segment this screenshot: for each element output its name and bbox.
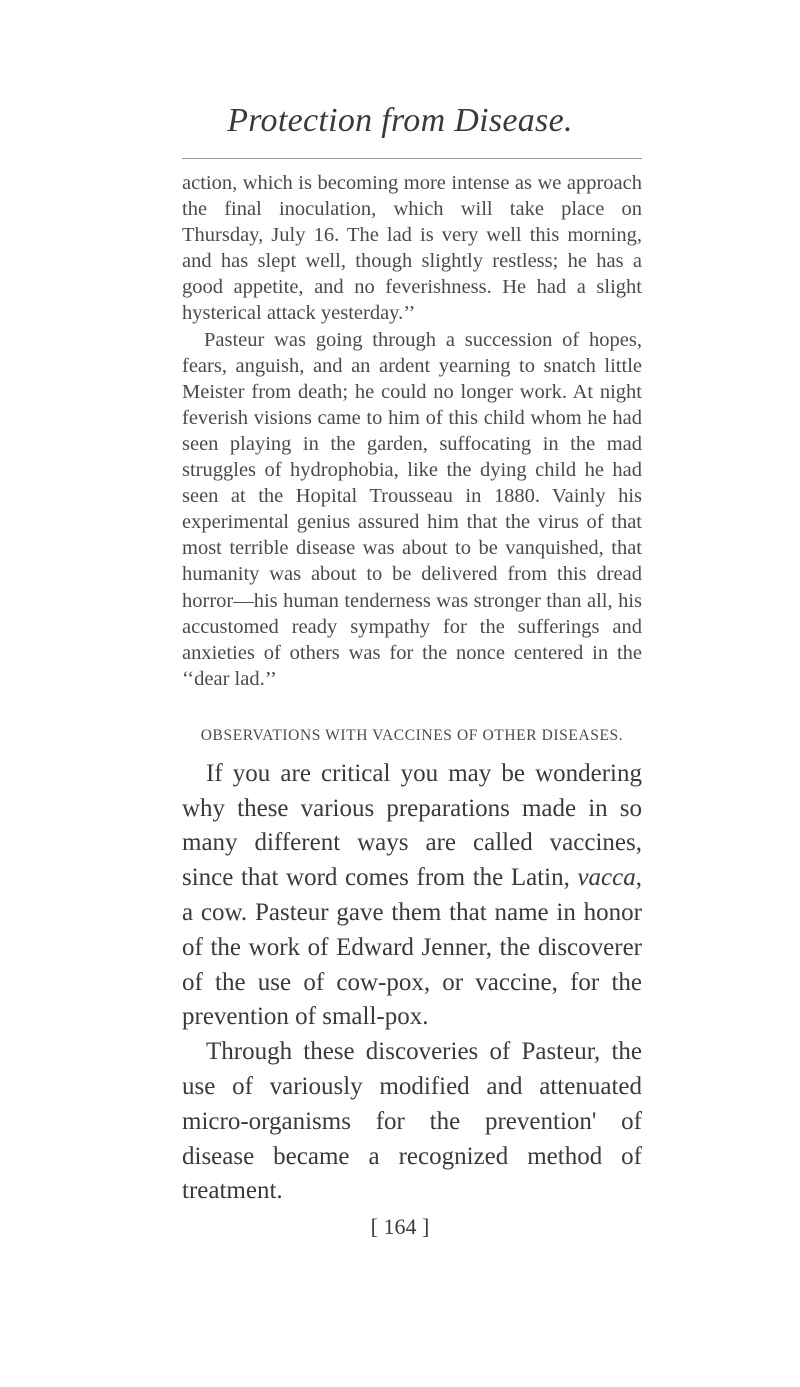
paragraph-vaccine-name-text-b: , a cow. Pasteur gave them that name in honor of the work of Edward Jenner, the discoverer of the use of cow-pox, or vaccine, for the prevention of small-pox. [182, 864, 642, 1031]
paragraph-vaccine-name-text-a: If you are critical you may be wondering why these various preparations made in so many different ways are called vaccines, since that word comes from the Latin, [182, 759, 642, 892]
section-heading: OBSERVATIONS WITH VACCINES OF OTHER DISEASES. [200, 726, 624, 744]
latin-word-vacca: vacca [577, 864, 636, 892]
paragraph-pasteur-anxiety: Pasteur was going through a succession of hopes, fears, anguish, and an ardent yearning to snatch little Meister from death; he could no longer work. At night feverish visions came to him of this child whom he had seen playing in the garden, suffocating in the mad struggles of hydrophobia, like the dying child he had seen at the Hopital Trousseau in 1880. Vainly his experimental genius assured him that the virus of that most terrible disease was about to be vanquished, that humanity was about to be delivered from this dread horror—his human tenderness was stronger than all, his accustomed ready sympathy for the sufferings and anxieties of others was for the nonce centered in the ‘‘dear lad.’’ [182, 328, 642, 690]
body-text [182, 170, 642, 1209]
paragraph-vaccine-name [182, 757, 642, 1035]
paragraph-continued: action, which is becoming more intense as we approach the final inoculation, which will take place on Thursday, July 16. The lad is very well this morning, and has slept well, though slightly restless; he has a good appetite, and no feverishness. He had a slight hysterical attack yesterday.’’ [182, 172, 642, 325]
header-rule [182, 158, 642, 159]
paragraph-recognized-method: Through these discoveries of Pasteur, the use of variously modified and attenuated micro-organisms for the prevention' of disease became a recognized method of treatment. [182, 1038, 642, 1205]
page-number: [ 164 ] [370, 1214, 430, 1239]
running-head: Protection from Disease. [227, 102, 573, 139]
